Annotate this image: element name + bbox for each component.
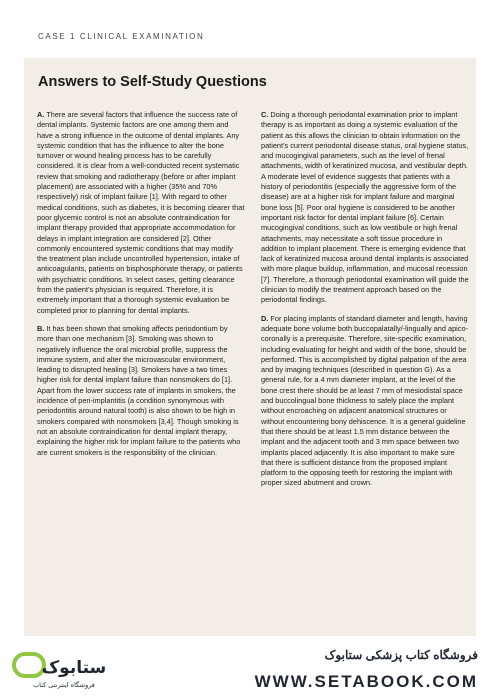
left-column	[37, 110, 245, 466]
setabook-logo[interactable]	[12, 650, 108, 692]
answer-d	[261, 314, 469, 489]
answers-box	[24, 58, 476, 668]
answer-c-letter: C.	[261, 110, 269, 119]
logo-ring-mark	[14, 654, 44, 676]
answer-a-letter: A.	[37, 110, 45, 119]
box-title: Answers to Self-Study Questions	[38, 74, 267, 90]
store-url-link[interactable]: WWW.SETABOOK.COM	[254, 672, 478, 691]
answer-a-text: There are several factors that influence the success rate of dental implants. Systemic factors are one among them and have a strong influence in the outcome of dental implants. Any systemic condition that has the influence to alter the bone turnover or wound healing process has to be carefully considered. It is clear from a well-conducted recent systematic review that smoking and radiotherapy (before or after implant placement) are associated with a higher (35% and 70% respectively) risk of implant failure [1]. With regard to other medical conditions, such as diabetes, it is becoming clearer that poor glycemic control is not an absolute contraindication for implant therapy provided that appropriate accommodation for delays in implant integration are considered [2]. Other commonly encountered systemic conditions that may modify the treatment plan include uncontrolled hypertension, intake of anticoagulants, patients on bisphosphonate therapy, or patients with psychiatric conditions. In select cases, getting clearance from the patient’s physician is required. Therefore, it is extremely important that a thorough systemic evaluation be completed prior to planning for dental implants.	[37, 110, 245, 315]
answer-d-text: For placing implants of standard diameter and length, having adequate bone volume both buccopalatally/-lingually and apico-coronally is a prerequisite. Therefore, site-specific examination, including evaluating for height and width of the bone, should be performed. This is accomplished by digital palpation of the area and by imaging techniques (described in question G). As a general rule, for a 4 mm diameter implant, at the level of the bone crest there should be at least 7 mm of mesiodistal space and buccolingual bone thickness to safely place the implant without encroaching on adjacent anatomical structures or without encountering bony dehiscence. It is a general guideline that there should be at least 1.5 mm distance between the implant and the adjacent tooth and 3 mm space between two implants placed adjacently. It is also important to make sure that there is sufficient distance from the proposed implant platform to the opposing teeth for restoring the implant with proper sized abutment and crown.	[261, 313, 468, 488]
answer-b-letter: B.	[37, 323, 45, 333]
store-name: فروشگاه کتاب پزشکی ستابوک	[324, 648, 478, 662]
logo-text: ستابوک	[41, 658, 107, 678]
answer-b-text: It has been shown that smoking affects periodontium by more than one mechanism [3]. Smoking was shown to negatively influence the oral microbial profile, suppress the immune system, and alter the microvascular environment, leading to disrupted healing [3]. Smokers have a two times higher risk for dental implant failure than nonsmokers do [1]. Apart from the lower success rate of implants in smokers, the incidence of peri-implantitis (a condition synonymous with periodontitis around natural tooth) is also shown to be high in smokers compared with nonsmokers [3,4]. Though smoking is not an absolute contraindication for dental implant therapy, explaining the higher risk for implant failure to the patients who are current smokers is the responsibility of the clinician.	[37, 323, 241, 457]
answer-b	[37, 324, 245, 458]
answer-a	[37, 110, 245, 316]
right-column	[261, 110, 469, 497]
answer-d-letter: D.	[261, 313, 269, 323]
running-head: CASE 1 CLINICAL EXAMINATION	[38, 32, 205, 41]
answer-c-text: Doing a thorough periodontal examination prior to implant therapy is as important as doing a systemic evaluation of the patient as this allows the clinician to obtain information on the patient’s current periodontal disease status, oral hygiene status, and mucogingival parameters, such as the level of frenal attachments, width of keratinized mucosa, and vestibular depth. A moderate level of evidence suggests that patients with a history of periodontitis (especially the aggressive form of the disease) are at a higher risk for implant failure and marginal bone loss [5]. Poor oral hygiene is considered to be another important risk factor for dental implant failure [6]. Certain mucogingival conditions, such as low vestibule or high frenal attachments, may necessitate a soft tissue procedure in addition to implant placement. There is emerging evidence that lack of keratinized mucosa around dental implants is associated with more plaque buildup, inflammation, and mucosal recession [7]. Therefore, a thorough periodontal examination will guide the clinician to modify the treatment approach based on the periodontal findings.	[261, 110, 469, 305]
answer-c	[261, 110, 469, 306]
footer-banner	[0, 636, 500, 700]
logo-subtext: فروشگاه اینترنتی کتاب	[33, 681, 95, 689]
